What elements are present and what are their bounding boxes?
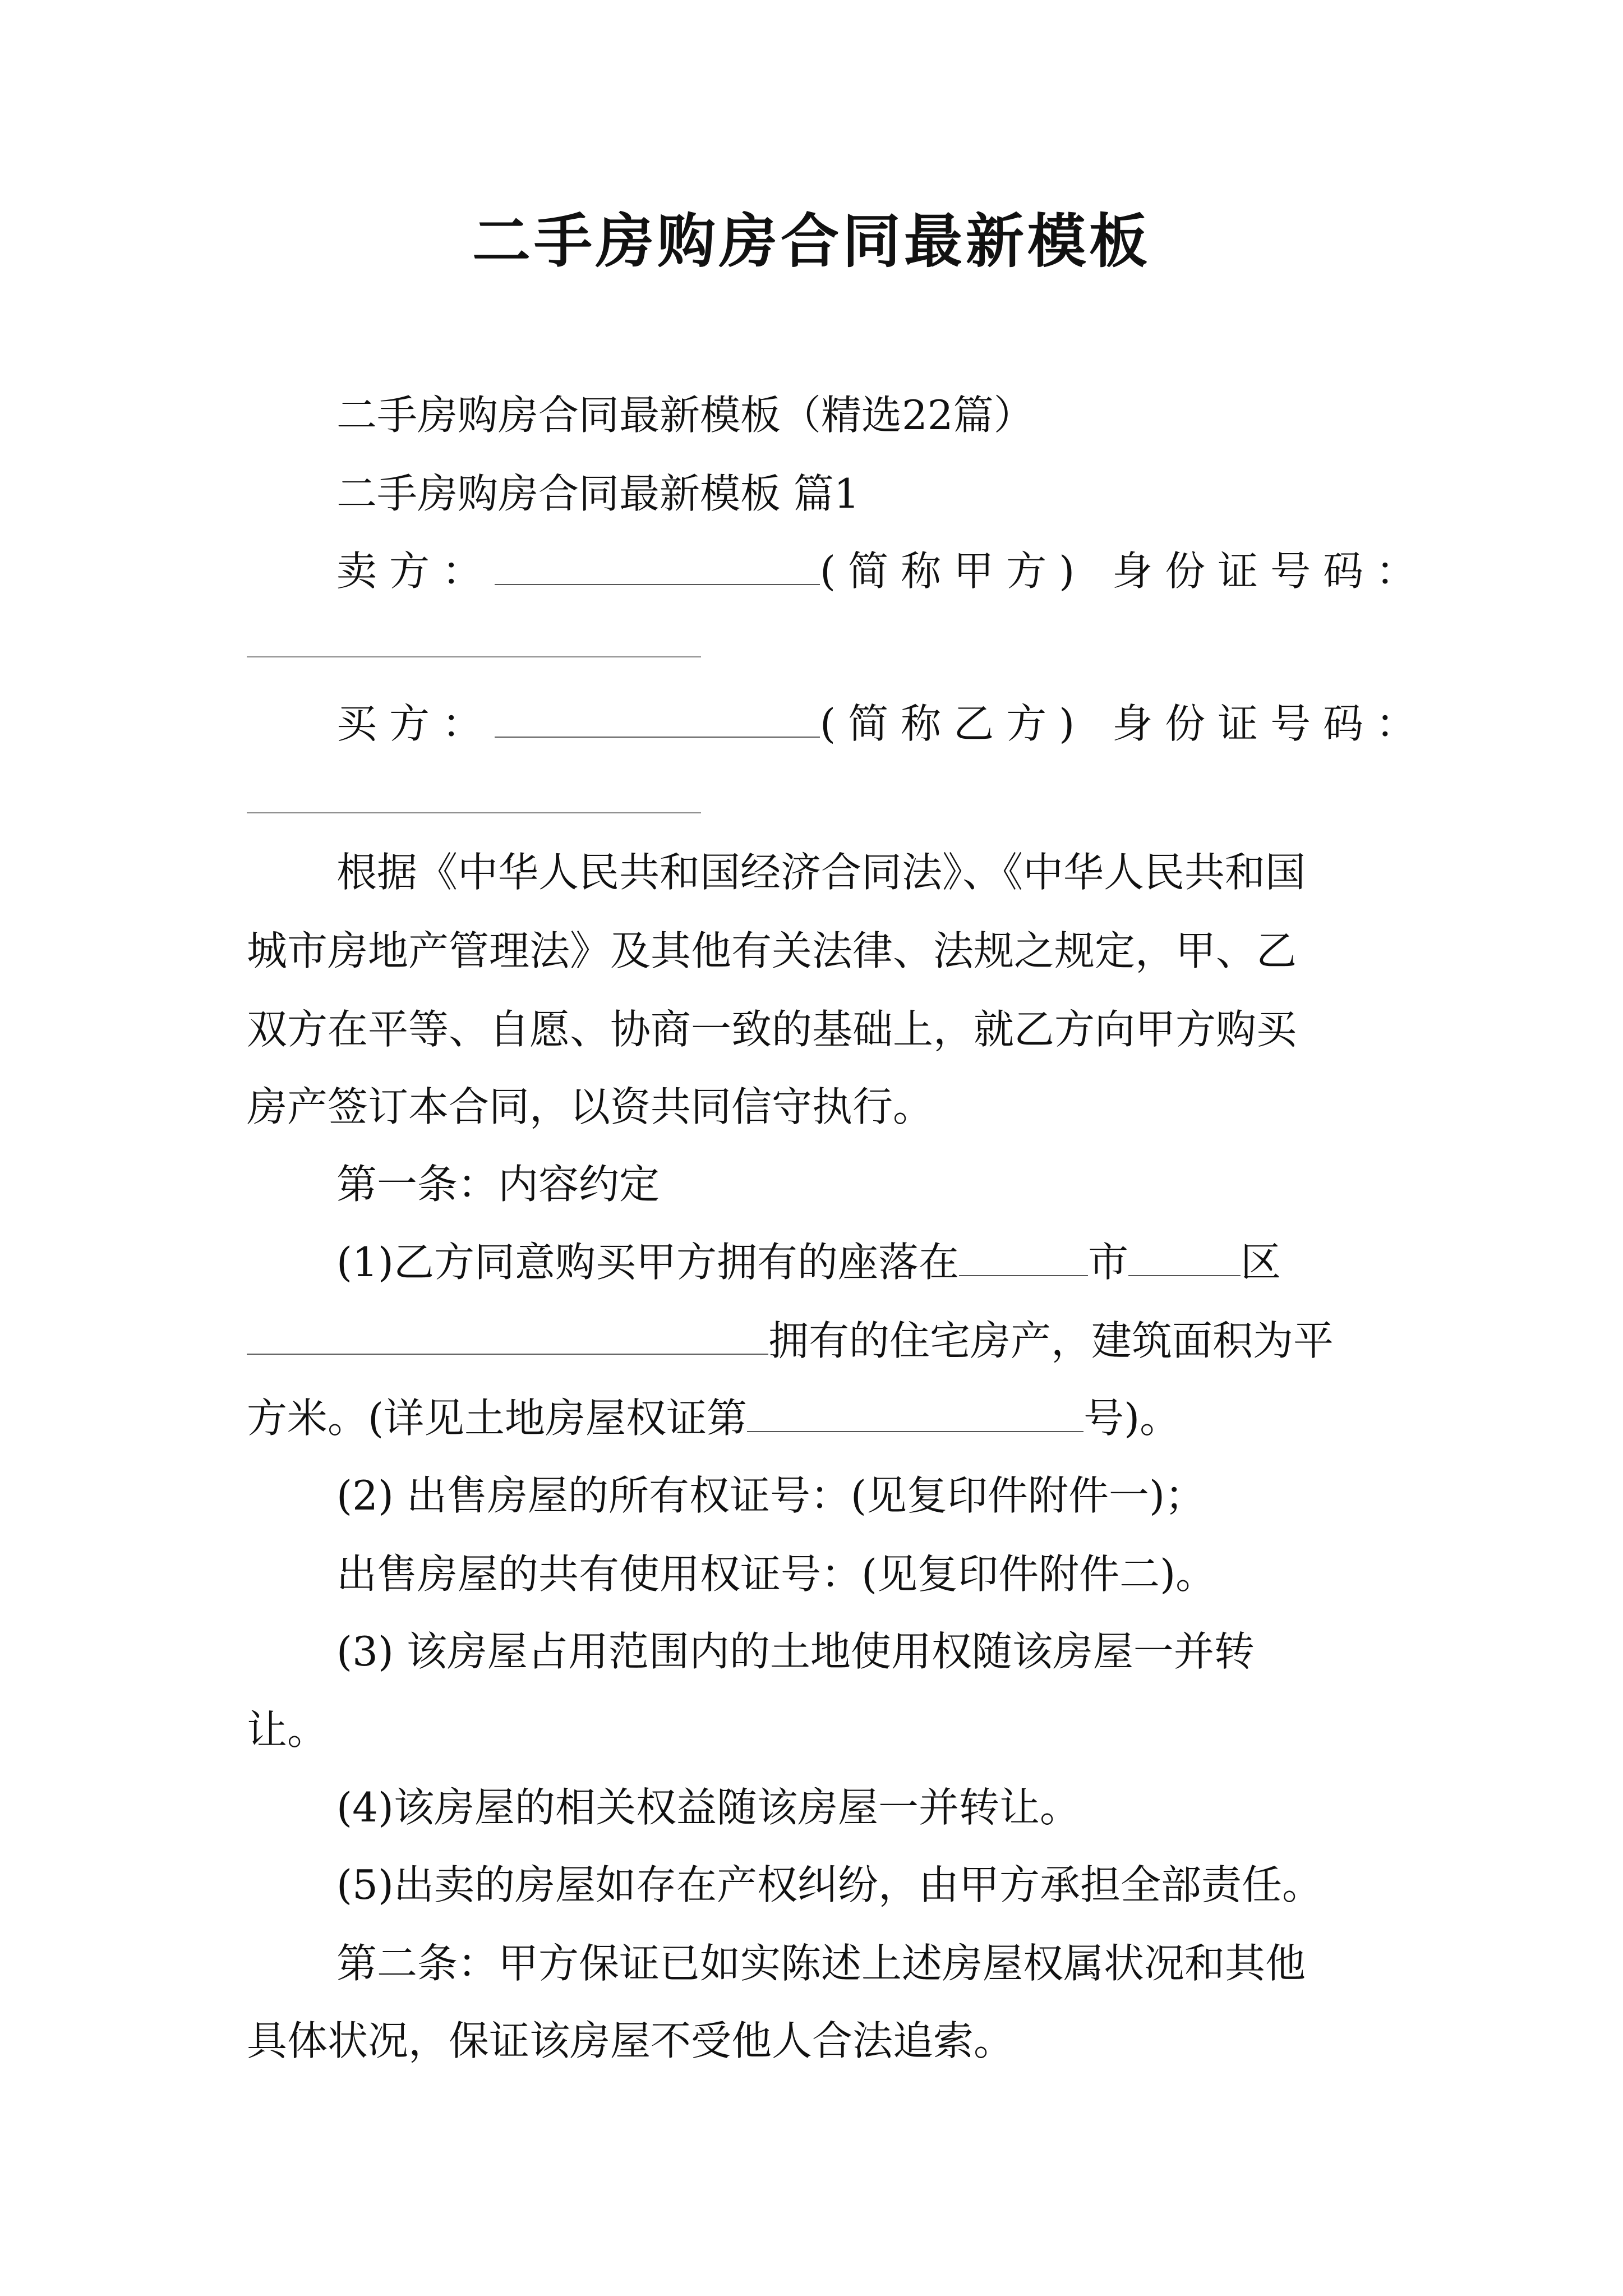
item1-text: 号)。 [1083,1395,1181,1442]
item3-line: (3) 该房屋占用范围内的土地使用权随该房屋一并转 [336,1628,1255,1675]
item1-line [247,1313,1391,1369]
seller-id-blank [247,656,701,657]
seller-suffix: (简称甲方) 身份证号码： [820,547,1429,595]
buyer-label: 买方： [336,700,495,747]
intro-line: 房产签订本合同，以资共同信守执行。 [247,1083,934,1130]
buyer-line [336,696,1481,752]
seller-label: 卖方： [336,547,495,595]
district-blank [1128,1236,1241,1276]
article2-line: 第二条：甲方保证已如实陈述上述房屋权属状况和其他 [336,1940,1306,1987]
item2-line: 出售房屋的共有使用权证号：(见复印件附件二)。 [336,1550,1216,1598]
item1-text: 方米。(详见土地房屋权证第 [247,1395,748,1442]
address-blank [247,1314,768,1355]
document-subtitle: 二手房购房合同最新模板（精选22篇） [336,392,1034,439]
buyer-suffix: (简称乙方) 身份证号码： [820,700,1429,747]
intro-line: 城市房地产管理法》及其他有关法律、法规之规定，甲、乙 [247,927,1297,974]
buyer-id-blank [247,812,701,813]
seller-line [336,543,1481,599]
item4-line: (4)该房屋的相关权益随该房屋一并转让。 [336,1784,1080,1831]
city-blank [959,1236,1088,1276]
buyer-name-blank [495,697,820,738]
section-heading: 二手房购房合同最新模板 篇1 [336,470,860,517]
seller-name-blank [495,545,820,585]
item1-city: 市 [1088,1239,1129,1286]
item1-text: (1)乙方同意购买甲方拥有的座落在 [336,1239,959,1286]
item1-district: 区 [1241,1239,1281,1286]
certificate-number-blank [747,1392,1083,1432]
item3-line: 让。 [247,1706,328,1754]
item1-line [247,1390,1391,1446]
item1-text: 拥有的住宅房产，建筑面积为平 [768,1317,1334,1364]
item1-line [336,1234,1481,1290]
article2-line: 具体状况，保证该房屋不受他人合法追索。 [247,2017,1015,2064]
item5-line: (5)出卖的房屋如存在产权纠纷，由甲方承担全部责任。 [336,1861,1322,1908]
intro-line: 双方在平等、自愿、协商一致的基础上，就乙方向甲方购买 [247,1006,1297,1053]
article1-title: 第一条：内容约定 [336,1161,660,1208]
intro-line: 根据《中华人民共和国经济合同法》、《中华人民共和国 [336,849,1306,896]
document-title: 二手房购房合同最新模板 [472,206,1151,275]
item2-line: (2) 出售房屋的所有权证号：(见复印件附件一)； [336,1472,1206,1519]
